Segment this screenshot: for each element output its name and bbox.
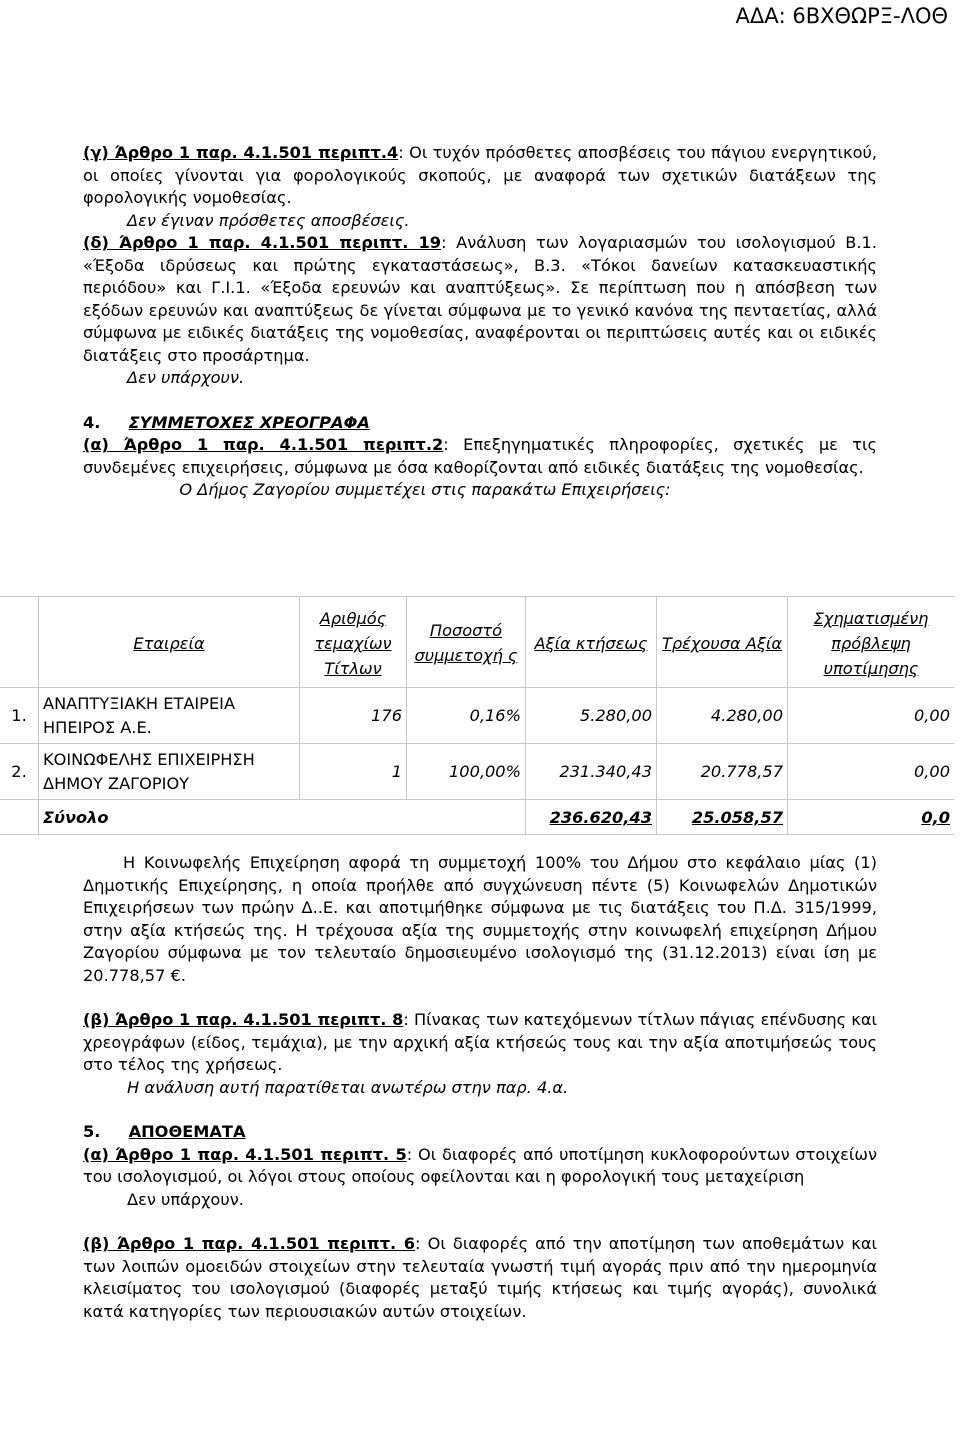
total-current-value: 25.058,57 (657, 800, 788, 835)
paragraph-4b (83, 1009, 877, 1077)
article-ref-4b: (β) Άρθρο 1 παρ. 4.1.501 περιπτ. 8 (83, 1010, 404, 1029)
header-percent: Ποσοστό συμμετοχή ς (407, 597, 526, 688)
ada-code: ΑΔΑ: 6ΒΧΘΩΡΞ-ΛΟΘ (735, 4, 948, 28)
note-5a: Δεν υπάρχουν. (127, 1189, 244, 1209)
section-5-title: ΑΠΟΘΕΜΑΤΑ (128, 1122, 246, 1141)
row-percent: 100,00% (407, 744, 526, 800)
paragraph-delta (83, 232, 877, 367)
paragraph-delta-text: : Ανάλυση των λογαριασμών του ισολογισμού Β.1. «Έξοδα ιδρύσεως και πρώτης εγκαταστάσεως», Β.3. «Τόκοι δανείων κατασκευαστικής περιόδου» και Γ.Ι.1. «Έξοδα ερευνών και αναπτύξεως». Σε περίπτωση που η απόσβεση των εξόδων ερευνών και αναπτύξεως δε γίνεται σύμφωνα με το γενικό κανόνα της πενταετίας, αλλά σύμφωνα με ειδικές διατάξεις της νομοθεσίας, αναφέρονται οι περιπτώσεις αυτές και οι ειδικές διατάξεις στο προσάρτημα. (83, 233, 877, 365)
row-current-value: 4.280,00 (657, 688, 788, 744)
table-row (0, 744, 954, 800)
header-index (0, 597, 39, 688)
row-acquisition-value: 231.340,43 (526, 744, 657, 800)
table-total-row (0, 800, 954, 835)
article-ref-delta: (δ) Άρθρο 1 παρ. 4.1.501 περιπτ. 19 (83, 233, 442, 252)
section-4-number: 4. (83, 412, 101, 432)
total-spacer (0, 800, 39, 835)
table-caption: Ο Δήμος Ζαγορίου συμμετέχει στις παρακάτω Επιχειρήσεις: (179, 480, 671, 499)
note-delta: Δεν υπάρχουν. (127, 368, 245, 387)
row-index: 1. (0, 688, 39, 744)
total-acquisition-value: 236.620,43 (526, 800, 657, 835)
row-index: 2. (0, 744, 39, 800)
row-units: 1 (300, 744, 407, 800)
total-provision: 0,0 (788, 800, 955, 835)
row-provision: 0,00 (788, 688, 955, 744)
paragraph-gamma-text: : Οι τυχόν πρόσθετες αποσβέσεις του πάγιου ενεργητικού, οι οποίες γίνονται για φορολογικούς σκοπούς, με αναφορά των σχετικών διατάξεων της φορολογικής νομοθεσίας. (83, 143, 877, 207)
table-header-row (0, 597, 954, 688)
header-acquisition-value: Αξία κτήσεως (526, 597, 657, 688)
row-provision: 0,00 (788, 744, 955, 800)
row-current-value: 20.778,57 (657, 744, 788, 800)
paragraph-4a (83, 434, 877, 479)
section-4-title: ΣΥΜΜΕΤΟΧΕΣ ΧΡΕΟΓΡΑΦΑ (128, 412, 370, 432)
row-percent: 0,16% (407, 688, 526, 744)
document-body-upper (83, 142, 877, 502)
paragraph-beneficial-enterprise: Η Κοινωφελής Επιχείρηση αφορά τη συμμετοχή 100% του Δήμου στο κεφάλαιο μίας (1) Δημοτικής Επιχείρησης, η οποία προήλθε από συγχώνευση πέντε (5) Κοινωφελών Δημοτικών Επιχειρήσεων των πρώην Δ..Ε. και αποτιμήθηκε σύμφωνα με τις διατάξεις του Π.Δ. 315/1999, στην αξία κτήσεώς της. Η τρέχουσα αξία της συμμετοχής στην κοινωφελή επιχείρηση Δήμου Ζαγορίου σύμφωνα με τον τελευταίο δημοσιευμένο ισολογισμό της (31.12.2013) είναι ίση με 20.778,57 €. (83, 853, 877, 985)
paragraph-5a-text: : Οι διαφορές από υποτίμηση κυκλοφορούντων στοιχείων του ισολογισμού, οι λόγοι στους οποίους οφείλονται και η φορολογική τους μεταχείριση (83, 1144, 877, 1186)
paragraph-5b (83, 1233, 877, 1323)
row-company: ΚΟΙΝΩΦΕΛΗΣ ΕΠΙΧΕΙΡΗΣΗ ΔΗΜΟΥ ΖΑΓΟΡΙΟΥ (39, 744, 300, 800)
article-ref-4a: (α) Άρθρο 1 παρ. 4.1.501 περιπτ.2 (83, 435, 444, 454)
article-ref-gamma: (γ) Άρθρο 1 παρ. 4.1.501 περιπτ.4 (83, 143, 399, 162)
section-5-number: 5. (83, 1122, 101, 1141)
article-ref-5a: (α) Άρθρο 1 παρ. 4.1.501 περιπτ. 5 (83, 1144, 407, 1164)
note-4b: Η ανάλυση αυτή παρατίθεται ανωτέρω στην παρ. 4.α. (127, 1077, 569, 1097)
section-5-heading (83, 1121, 877, 1144)
section-4-heading (83, 412, 877, 435)
header-current-value: Τρέχουσα Αξία (657, 597, 788, 688)
document-body-lower (83, 852, 877, 1323)
paragraph-4b-text: : Πίνακας των κατεχόμενων τίτλων πάγιας επένδυσης και χρεογράφων (είδος, τεμάχια), με την αρχική αξία κτήσεώς τους και την αξία αποτιμήσεώς τους στο τέλος της χρήσεως. (83, 1010, 877, 1074)
paragraph-5a (83, 1144, 877, 1189)
paragraph-5b-text: : Οι διαφορές από την αποτίμηση των αποθεμάτων και των λοιπών ομοειδών στοιχείων στην τελευταία γνωστή τιμή αγοράς πριν από την ημερομηνία κλεισίματος του ισολογισμού (διαφορές μεταξύ τιμής κτήσεως και τιμής αγοράς), συνολικά κατά κατηγορίες των περιουσιακών αυτών στοιχείων. (83, 1234, 877, 1321)
header-company: Εταιρεία (39, 597, 300, 688)
note-gamma: Δεν έγιναν πρόσθετες αποσβέσεις. (127, 210, 410, 230)
table-row (0, 688, 954, 744)
row-company: ΑΝΑΠΤΥΞΙΑΚΗ ΕΤΑΙΡΕΙΑ ΗΠΕΙΡΟΣ Α.Ε. (39, 688, 300, 744)
row-units: 176 (300, 688, 407, 744)
row-acquisition-value: 5.280,00 (526, 688, 657, 744)
participations-table (0, 596, 954, 835)
paragraph-gamma (83, 142, 877, 210)
paragraph-4a-text: : Επεξηγηματικές πληροφορίες, σχετικές με τις συνδεμένες επιχειρήσεις, σύμφωνα με όσα καθορίζονται από ειδικές διατάξεις της νομοθεσίας. (83, 435, 877, 477)
article-ref-5b: (β) Άρθρο 1 παρ. 4.1.501 περιπτ. 6 (83, 1234, 416, 1253)
header-provision: Σχηματισμένη πρόβλεψη υποτίμησης (788, 597, 955, 688)
total-label: Σύνολο (39, 800, 526, 835)
header-units: Αριθμός τεμαχίων Τίτλων (300, 597, 407, 688)
